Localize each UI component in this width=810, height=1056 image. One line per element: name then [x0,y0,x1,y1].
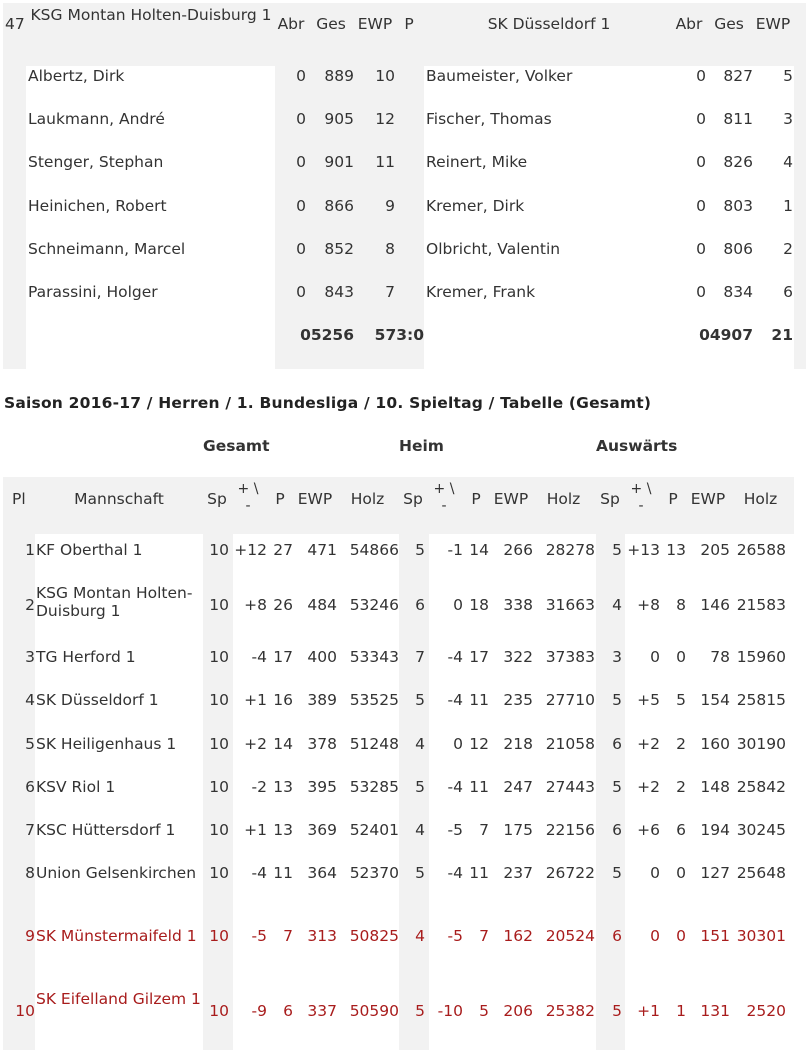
away-player-ges: 834 [723,283,753,301]
standings-row-h-holz: 37383 [545,648,595,666]
home-player-ges: 866 [324,197,354,215]
away-player-name: Fischer, Thomas [426,110,552,128]
standings-row-g-diff: -9 [251,1002,267,1020]
standings-row-h-p: 17 [469,648,489,666]
home-player-ewp: 9 [385,197,395,215]
away-ges-header: Ges [714,15,744,33]
standings-row-g-ewp: 313 [307,927,337,945]
col-g-p-header: P [275,490,285,508]
away-player-abr: 0 [696,110,706,128]
standings-row-g-ewp: 369 [307,821,337,839]
standings-row-place: 7 [25,821,35,839]
standings-row-h-holz: 21058 [545,735,595,753]
standings-row-a-ewp: 160 [700,735,730,753]
home-player-name: Stenger, Stephan [28,153,164,171]
standings-row-a-diff: +6 [637,821,660,839]
standings-row-a-sp: 5 [612,778,622,796]
standings-row-a-p: 0 [676,927,686,945]
standings-row-g-holz: 53525 [349,691,399,709]
standings-row-g-ewp: 471 [307,541,337,559]
standings-row-g-p: 26 [273,596,293,614]
home-player-ges: 889 [324,67,354,85]
standings-row-h-diff: -4 [447,691,463,709]
standings-row-a-sp: 6 [612,927,622,945]
group-heim-label: Heim [399,437,444,455]
standings-row-team: KSG Montan Holten-Duisburg 1 [36,584,193,620]
standings-row-g-p: 16 [273,691,293,709]
away-player-name: Kremer, Dirk [426,197,525,215]
standings-row-h-sp: 4 [415,821,425,839]
standings-row-a-ewp: 78 [710,648,730,666]
home-player-name: Laukmann, André [28,110,165,128]
standings-row-h-diff: -4 [447,648,463,666]
standings-row-h-ewp: 322 [503,648,533,666]
home-player-ges: 843 [324,283,354,301]
standings-row-g-sp: 10 [209,648,229,666]
standings-row-g-holz: 52401 [349,821,399,839]
group-auswaerts-label: Auswärts [596,437,678,455]
standings-row-h-sp: 5 [415,1002,425,1020]
standings-row-a-holz: 30190 [736,735,786,753]
standings-row-h-ewp: 266 [503,541,533,559]
away-player-ewp: 1 [783,197,793,215]
standings-row-a-ewp: 205 [700,541,730,559]
standings-row-g-sp: 10 [209,541,229,559]
standings-row-team: TG Herford 1 [36,648,136,666]
standings-row-a-diff: +5 [637,691,660,709]
away-player-ges: 811 [723,110,753,128]
standings-row-g-ewp: 364 [307,864,337,882]
standings-row-team: Union Gelsenkirchen [36,864,197,882]
group-gesamt-label: Gesamt [203,437,270,455]
match-right-edge-bg [794,3,806,369]
standings-row-a-holz: 30245 [736,821,786,839]
col-g-diff-header: + \ - [237,481,259,514]
standings-row-g-ewp: 389 [307,691,337,709]
standings-row-a-holz: 21583 [736,596,786,614]
standings-row-h-p: 18 [469,596,489,614]
standings-row-a-holz: 25815 [736,691,786,709]
home-player-ges: 905 [324,110,354,128]
standings-row-h-holz: 26722 [545,864,595,882]
col-h-p-header: P [471,490,481,508]
home-abr-header: Abr [277,15,305,33]
standings-row-place: 4 [25,691,35,709]
standings-row-a-sp: 4 [612,596,622,614]
home-team-name: KSG Montan Holten-Duisburg 1 [30,6,272,24]
standings-row-team: SK Eifelland Gilzem 1 [36,990,201,1008]
standings-row-h-holz: 31663 [545,596,595,614]
standings-row-g-holz: 52370 [349,864,399,882]
standings-row-place: 10 [15,1002,35,1020]
standings-row-g-diff: +12 [234,541,267,559]
standings-row-a-sp: 5 [612,691,622,709]
standings-row-h-ewp: 235 [503,691,533,709]
standings-row-h-diff: -1 [447,541,463,559]
col-h-ewp-header: EWP [493,490,529,508]
standings-row-team: KSC Hüttersdorf 1 [36,821,176,839]
standings-row-team: KF Oberthal 1 [36,541,143,559]
home-player-ewp: 7 [385,283,395,301]
standings-row-a-holz: 2520 [746,1002,786,1020]
col-team-header: Mannschaft [74,490,164,508]
col-a-ewp-header: EWP [690,490,726,508]
standings-row-h-sp: 7 [415,648,425,666]
standings-row-h-p: 7 [479,927,489,945]
standings-row-g-p: 6 [283,1002,293,1020]
standings-row-a-p: 2 [676,778,686,796]
standings-row-g-holz: 53285 [349,778,399,796]
standings-row-h-diff: -10 [437,1002,463,1020]
standings-row-a-p: 2 [676,735,686,753]
standings-row-h-sp: 5 [415,541,425,559]
standings-row-a-p: 5 [676,691,686,709]
away-player-ges: 826 [723,153,753,171]
standings-row-g-p: 27 [273,541,293,559]
standings-row-a-ewp: 194 [700,821,730,839]
standings-row-g-sp: 10 [209,927,229,945]
standings-row-a-diff: 0 [650,648,660,666]
standings-row-g-ewp: 337 [307,1002,337,1020]
standings-row-g-diff: -4 [251,864,267,882]
standings-row-g-p: 17 [273,648,293,666]
away-player-name: Baumeister, Volker [426,67,573,85]
home-player-ewp: 10 [375,67,395,85]
standings-row-team: SK Heiligenhaus 1 [36,735,177,753]
standings-row-g-holz: 53246 [349,596,399,614]
standings-row-team: KSV Riol 1 [36,778,116,796]
standings-row-g-diff: +1 [244,691,267,709]
home-ewp-header: EWP [357,15,393,33]
standings-row-g-holz: 51248 [349,735,399,753]
home-player-abr: 0 [296,67,306,85]
away-player-ewp: 3 [783,110,793,128]
standings-row-a-ewp: 131 [700,1002,730,1020]
standings-row-h-holz: 27710 [545,691,595,709]
col-g-ewp-header: EWP [297,490,333,508]
standings-row-h-diff: -5 [447,821,463,839]
standings-row-a-ewp: 127 [700,864,730,882]
away-player-ewp: 2 [783,240,793,258]
home-player-abr: 0 [296,197,306,215]
away-total: 04907 [699,326,753,344]
home-p-header: P [404,15,414,33]
standings-row-h-sp: 4 [415,735,425,753]
standings-row-a-diff: 0 [650,927,660,945]
standings-row-a-ewp: 148 [700,778,730,796]
standings-row-a-p: 0 [676,648,686,666]
away-player-ges: 827 [723,67,753,85]
away-player-name: Reinert, Mike [426,153,528,171]
standings-row-g-sp: 10 [209,735,229,753]
standings-row-a-p: 1 [676,1002,686,1020]
home-player-name: Schneimann, Marcel [28,240,186,258]
away-player-ewp: 5 [783,67,793,85]
standings-row-h-p: 14 [469,541,489,559]
standings-row-h-p: 12 [469,735,489,753]
standings-row-a-sp: 5 [612,1002,622,1020]
away-total-ewp: 21 [771,326,793,344]
away-player-abr: 0 [696,240,706,258]
standings-row-g-ewp: 400 [307,648,337,666]
standings-row-a-diff: +13 [627,541,660,559]
standings-row-h-holz: 25382 [545,1002,595,1020]
standings-row-a-holz: 30301 [736,927,786,945]
home-player-ewp: 8 [385,240,395,258]
col-h-diff-header: + \ - [433,481,455,514]
standings-row-h-ewp: 162 [503,927,533,945]
standings-row-a-diff: +2 [637,778,660,796]
away-abr-header: Abr [675,15,703,33]
standings-row-a-sp: 6 [612,735,622,753]
standings-row-place: 6 [25,778,35,796]
away-player-ges: 803 [723,197,753,215]
standings-row-g-holz: 54866 [349,541,399,559]
standings-row-a-ewp: 146 [700,596,730,614]
standings-row-h-p: 11 [469,778,489,796]
away-player-ewp: 6 [783,283,793,301]
standings-row-g-diff: +1 [244,821,267,839]
standings-row-g-p: 11 [273,864,293,882]
standings-row-place: 9 [25,927,35,945]
standings-row-g-sp: 10 [209,596,229,614]
standings-row-a-sp: 6 [612,821,622,839]
standings-row-a-p: 13 [666,541,686,559]
col-a-diff-header: + \ - [630,481,652,514]
standings-row-a-diff: +1 [637,1002,660,1020]
home-player-ewp: 12 [375,110,395,128]
standings-row-place: 8 [25,864,35,882]
standings-row-a-p: 8 [676,596,686,614]
standings-row-a-diff: +2 [637,735,660,753]
home-player-ewp: 11 [375,153,395,171]
away-team-name: SK Düsseldorf 1 [487,15,611,33]
standings-row-h-ewp: 247 [503,778,533,796]
standings-row-h-sp: 6 [415,596,425,614]
standings-row-g-p: 13 [273,778,293,796]
standings-row-a-ewp: 151 [700,927,730,945]
standings-row-team: SK Düsseldorf 1 [36,691,159,709]
standings-row-g-holz: 53343 [349,648,399,666]
away-ewp-header: EWP [755,15,791,33]
away-player-ewp: 4 [783,153,793,171]
standings-row-a-sp: 5 [612,864,622,882]
standings-row-h-holz: 27443 [545,778,595,796]
standings-row-g-holz: 50590 [349,1002,399,1020]
standings-row-h-ewp: 175 [503,821,533,839]
standings-row-g-p: 13 [273,821,293,839]
away-player-ges: 806 [723,240,753,258]
home-total-ewp-points: 573:0 [374,326,424,344]
home-player-abr: 0 [296,110,306,128]
away-player-abr: 0 [696,153,706,171]
standings-row-a-ewp: 154 [700,691,730,709]
standings-row-place: 5 [25,735,35,753]
away-player-abr: 0 [696,283,706,301]
col-a-holz-header: Holz [743,490,778,508]
standings-row-g-sp: 10 [209,821,229,839]
standings-row-h-holz: 22156 [545,821,595,839]
standings-row-a-sp: 5 [612,541,622,559]
standings-row-g-sp: 10 [209,778,229,796]
standings-row-h-diff: -4 [447,864,463,882]
standings-row-a-sp: 3 [612,648,622,666]
standings-row-h-ewp: 206 [503,1002,533,1020]
home-player-abr: 0 [296,240,306,258]
col-g-sp-header: Sp [207,490,227,508]
home-player-abr: 0 [296,283,306,301]
standings-row-g-diff: +8 [244,596,267,614]
standings-row-h-diff: 0 [453,596,463,614]
standings-row-a-holz: 15960 [736,648,786,666]
standings-row-h-p: 11 [469,864,489,882]
home-player-abr: 0 [296,153,306,171]
standings-row-place: 1 [25,541,35,559]
standings-title: Saison 2016-17 / Herren / 1. Bundesliga / 10. Spieltag / Tabelle (Gesamt) [4,394,652,412]
col-pl-header: Pl [12,490,26,508]
standings-row-a-p: 0 [676,864,686,882]
standings-row-h-ewp: 237 [503,864,533,882]
standings-row-a-holz: 26588 [736,541,786,559]
home-player-name: Parassini, Holger [28,283,158,301]
standings-row-h-sp: 5 [415,864,425,882]
col-a-sp-header: Sp [600,490,620,508]
standings-row-team: SK Münstermaifeld 1 [36,927,197,945]
standings-row-g-diff: -5 [251,927,267,945]
standings-row-h-holz: 20524 [545,927,595,945]
standings-row-h-ewp: 338 [503,596,533,614]
standings-row-a-holz: 25842 [736,778,786,796]
standings-row-g-diff: +2 [244,735,267,753]
standings-row-g-holz: 50825 [349,927,399,945]
standings-row-place: 3 [25,648,35,666]
standings-row-a-diff: +8 [637,596,660,614]
away-player-abr: 0 [696,197,706,215]
home-player-ges: 852 [324,240,354,258]
match-left-strip [3,66,26,369]
standings-row-a-p: 6 [676,821,686,839]
away-player-abr: 0 [696,67,706,85]
standings-row-g-sp: 10 [209,691,229,709]
standings-row-place: 2 [25,596,35,614]
standings-row-h-p: 7 [479,821,489,839]
standings-row-h-diff: -5 [447,927,463,945]
standings-row-g-ewp: 484 [307,596,337,614]
standings-row-g-diff: -2 [251,778,267,796]
col-a-p-header: P [668,490,678,508]
away-player-name: Kremer, Frank [426,283,536,301]
standings-row-g-ewp: 395 [307,778,337,796]
standings-row-h-sp: 4 [415,927,425,945]
away-player-name: Olbricht, Valentin [426,240,561,258]
standings-row-g-ewp: 378 [307,735,337,753]
standings-row-h-sp: 5 [415,778,425,796]
standings-row-h-p: 5 [479,1002,489,1020]
standings-row-h-ewp: 218 [503,735,533,753]
home-total: 05256 [300,326,354,344]
home-player-name: Heinichen, Robert [28,197,167,215]
home-player-name: Albertz, Dirk [28,67,125,85]
home-player-ges: 901 [324,153,354,171]
standings-row-h-p: 11 [469,691,489,709]
standings-row-h-diff: -4 [447,778,463,796]
col-g-holz-header: Holz [350,490,385,508]
standings-row-a-diff: 0 [650,864,660,882]
standings-row-h-holz: 28278 [545,541,595,559]
standings-row-a-holz: 25648 [736,864,786,882]
standings-row-g-sp: 10 [209,864,229,882]
col-h-sp-header: Sp [403,490,423,508]
match-number: 47 [5,15,25,33]
standings-row-g-diff: -4 [251,648,267,666]
standings-row-g-p: 7 [283,927,293,945]
standings-row-g-sp: 10 [209,1002,229,1020]
standings-row-g-p: 14 [273,735,293,753]
standings-row-h-sp: 5 [415,691,425,709]
home-ges-header: Ges [316,15,346,33]
standings-row-h-diff: 0 [453,735,463,753]
col-h-holz-header: Holz [546,490,581,508]
